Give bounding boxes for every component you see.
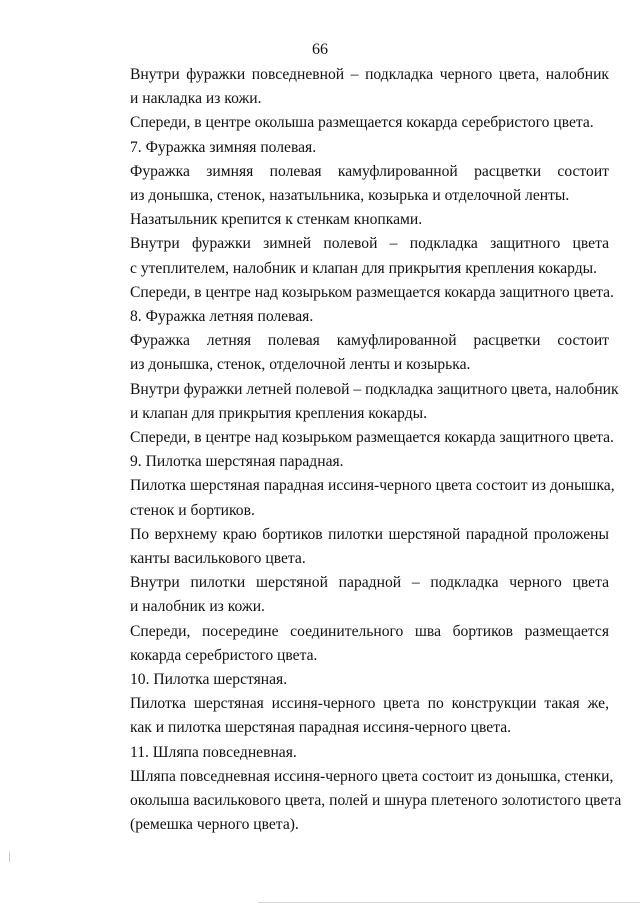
text-line: Внутри пилотки шерстяной парадной – подкладка черного цвета <box>130 574 609 592</box>
text-line: Пилотка шерстяная парадная иссиня-черного цвета состоит из донышка, <box>130 477 615 495</box>
text-line: Спереди, посередине соединительного шва бортиков размещается <box>130 622 609 640</box>
scan-bottom-edge <box>258 902 640 903</box>
text-line: и налобник из кожи. <box>130 598 265 616</box>
text-line: и клапан для прикрытия крепления кокарды. <box>130 404 428 422</box>
text-line: стенок и бортиков. <box>130 501 255 519</box>
paragraph-4 <box>89 160 609 208</box>
text-line: из донышка, стенок, отделочной ленты и козырька. <box>130 356 471 374</box>
text-line: канты василькового цвета. <box>130 550 306 568</box>
paragraph-15 <box>89 571 609 619</box>
document-body <box>89 63 622 838</box>
section-heading-7 <box>89 136 609 160</box>
text-line: По верхнему краю бортиков пилотки шерстяной парадной проложены <box>130 525 609 543</box>
text-line: (ремешка черного цвета). <box>130 816 299 834</box>
text-line: околыша василькового цвета, полей и шнура плетеного золотистого цвета <box>130 792 622 810</box>
paragraph-1 <box>89 63 609 111</box>
text-line: Шляпа повседневная иссиня-черного цвета состоит из донышка, стенки, <box>130 767 614 785</box>
text-line: Внутри фуражки зимней полевой – подкладка защитного цвета <box>130 235 609 253</box>
text-line: Спереди, в центре околыша размещается кокарда серебристого цвета. <box>130 114 594 132</box>
section-heading-8 <box>89 305 609 329</box>
section-heading-9 <box>89 450 609 474</box>
text-line: Спереди, в центре над козырьком размещается кокарда защитного цвета. <box>130 283 614 301</box>
text-line: 7. Фуражка зимняя полевая. <box>130 138 317 156</box>
text-line: как и пилотка шерстяная парадная иссиня-черного цвета. <box>130 719 512 737</box>
text-line: Внутри фуражки повседневной – подкладка черного цвета, налобник <box>130 66 609 83</box>
text-line: Внутри фуражки летней полевой – подкладка защитного цвета, налобник <box>130 380 619 398</box>
paragraph-11 <box>89 426 614 450</box>
text-line: с утеплителем, налобник и клапан для прикрытия крепления кокарды. <box>130 259 598 277</box>
section-heading-11 <box>89 741 609 765</box>
paragraph-20 <box>89 765 622 838</box>
paragraph-13 <box>89 474 615 522</box>
text-line: 8. Фуражка летняя полевая. <box>130 308 314 326</box>
text-line: из донышка, стенок, назатыльника, козырька и отделочной ленты. <box>130 187 570 205</box>
paragraph-10 <box>89 378 619 426</box>
text-line: Фуражка летняя полевая камуфлированной расцветки состоит <box>130 332 609 350</box>
paragraph-7 <box>89 281 614 305</box>
paragraph-9 <box>89 329 609 377</box>
text-line: Фуражка зимняя полевая камуфлированной расцветки состоит <box>130 162 609 180</box>
paragraph-16 <box>89 620 609 668</box>
text-line: Пилотка шерстяная иссиня-черного цвета по конструкции такая же, <box>130 695 609 713</box>
scan-edge-mark <box>9 852 10 862</box>
text-line: 10. Пилотка шерстяная. <box>130 671 288 689</box>
page-number: 66 <box>312 41 328 58</box>
text-line: и накладка из кожи. <box>130 90 262 108</box>
paragraph-5 <box>89 208 609 232</box>
paragraph-18 <box>89 692 609 740</box>
paragraph-6 <box>89 232 609 280</box>
text-line: 11. Шляпа повседневная. <box>130 743 297 761</box>
text-line: Спереди, в центре над козырьком размещается кокарда защитного цвета. <box>130 429 614 447</box>
text-line: Назатыльник крепится к стенкам кнопками. <box>130 211 423 229</box>
section-heading-10 <box>89 668 609 692</box>
text-line: кокарда серебристого цвета. <box>130 646 318 664</box>
paragraph-2 <box>89 111 609 135</box>
text-line: 9. Пилотка шерстяная парадная. <box>130 453 344 471</box>
paragraph-14 <box>89 523 609 571</box>
